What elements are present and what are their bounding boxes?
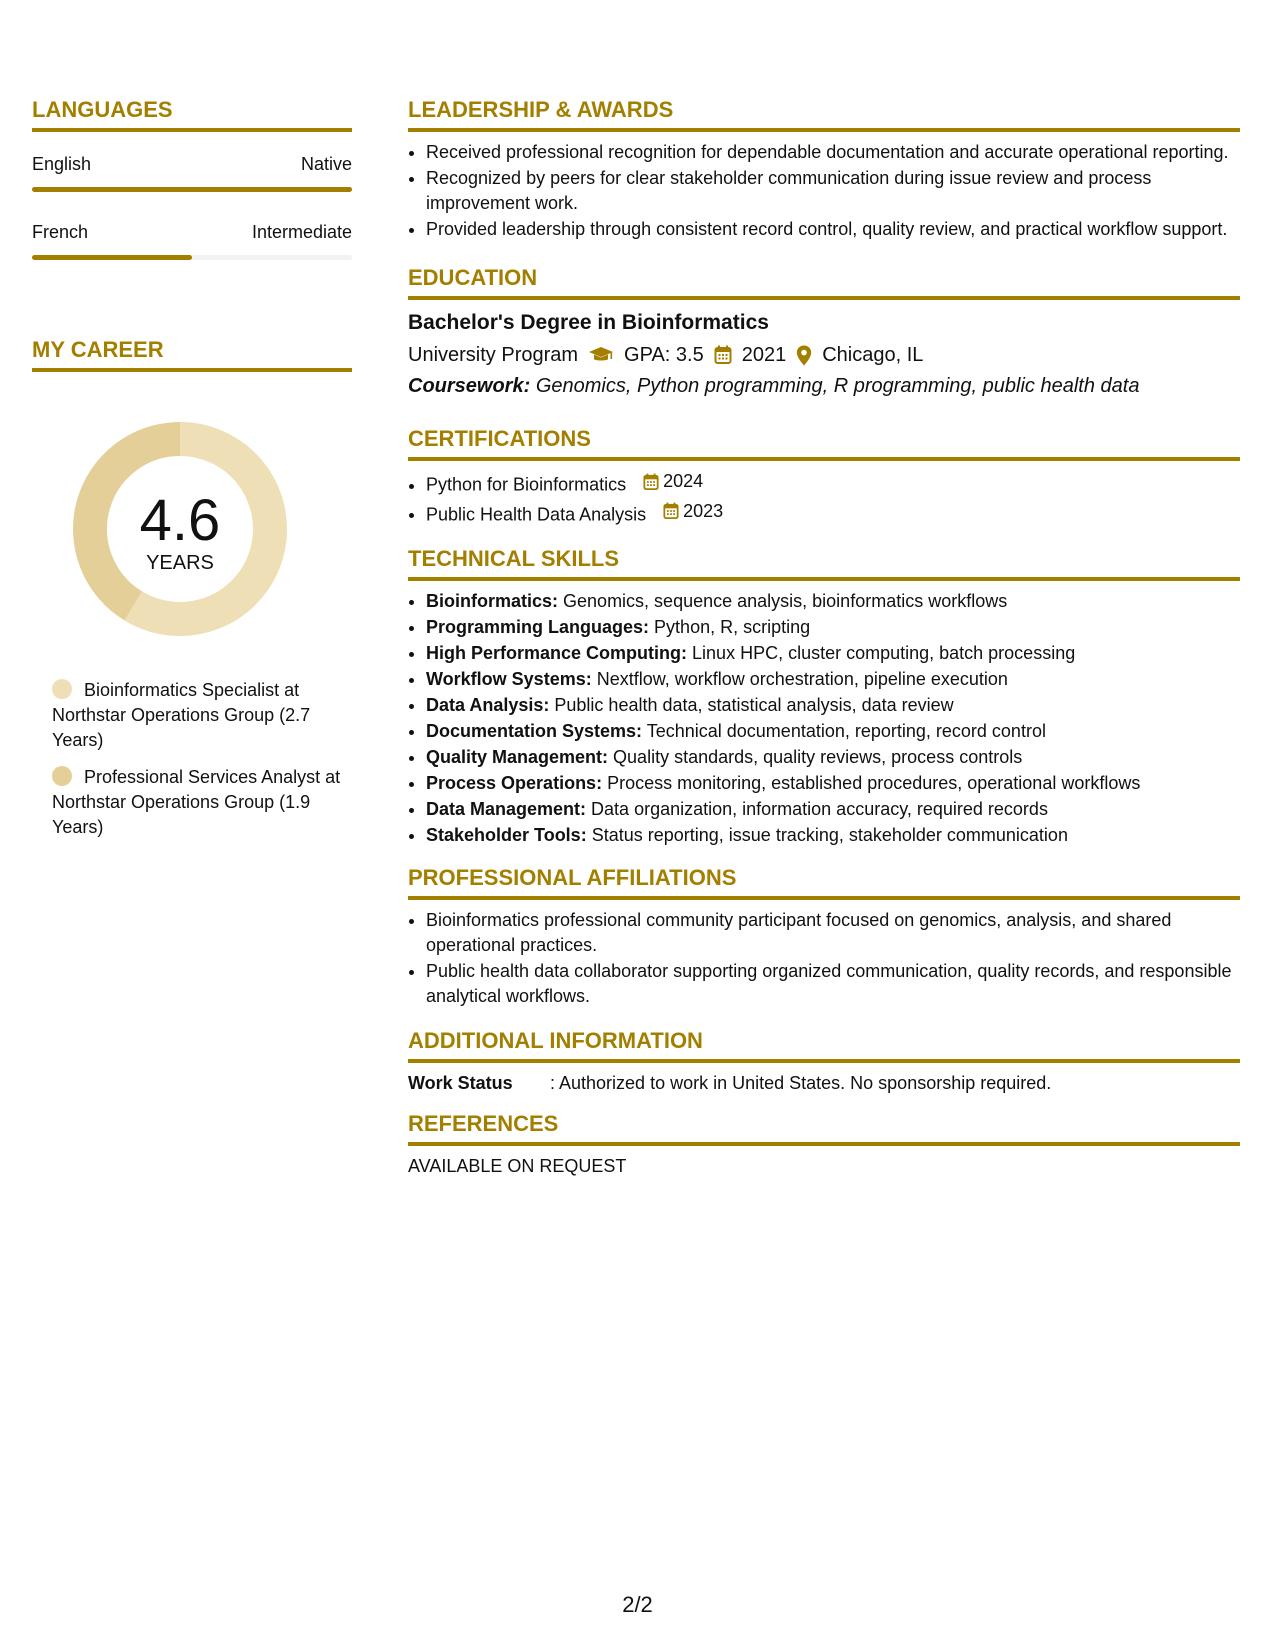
calendar-icon — [714, 345, 732, 365]
language-proficiency-fill — [32, 255, 192, 260]
list-item: • Recognized by peers for clear stakeholder communication during issue review and process improvement work. — [426, 166, 1240, 216]
skill-name: Workflow Systems: — [426, 669, 592, 689]
skill-value: Linux HPC, cluster computing, batch processing — [692, 643, 1076, 663]
work-status-label: Work Status — [408, 1073, 513, 1093]
calendar-icon — [663, 502, 679, 520]
calendar-icon — [643, 473, 659, 491]
page-number: 2/2 — [622, 1592, 653, 1617]
work-status-row — [408, 1073, 1240, 1094]
career-legend-label: Professional Services Analyst at Northstar Operations Group (1.9 Years) — [52, 767, 341, 837]
skill-name: High Performance Computing: — [426, 643, 688, 663]
list-item: • Public health data collaborator supporting organized communication, quality records, and responsible analytical workflows. — [426, 959, 1240, 1009]
education-meta — [408, 342, 1240, 368]
certification-year: 2023 — [683, 500, 724, 521]
career-legend-item — [52, 678, 342, 753]
skill-item — [426, 615, 1240, 640]
career-legend-item — [52, 765, 342, 840]
list-item: • Bioinformatics professional community participant focused on genomics, analysis, and shared operational practices. — [426, 908, 1240, 958]
career-total-value: 4.6 — [139, 488, 221, 553]
skill-name: Bioinformatics: — [426, 591, 559, 611]
list-item: • Received professional recognition for dependable documentation and accurate operational reporting. — [426, 140, 1240, 165]
skill-name: Quality Management: — [426, 747, 609, 767]
skill-name: Data Management: — [426, 799, 587, 819]
certification-name: Public Health Data Analysis — [426, 504, 647, 524]
skill-value: Status reporting, issue tracking, stakeholder communication — [591, 825, 1068, 845]
skill-item — [426, 719, 1240, 744]
certification-year: 2024 — [663, 471, 704, 491]
skill-value: Data organization, information accuracy, required records — [591, 799, 1048, 819]
skills-list — [408, 589, 1240, 848]
education-gpa: GPA: 3.5 — [624, 344, 704, 366]
skill-item — [426, 667, 1240, 692]
languages-title: LANGUAGES — [32, 92, 352, 132]
education-location: Chicago, IL — [822, 344, 924, 366]
skill-item — [426, 797, 1240, 822]
skill-value: Nextflow, workflow orchestration, pipeline execution — [596, 669, 1008, 689]
skill-item — [426, 641, 1240, 666]
additional-info-title: ADDITIONAL INFORMATION — [408, 1023, 1240, 1063]
leadership-list — [408, 140, 1240, 242]
skill-name: Programming Languages: — [426, 617, 650, 637]
career-donut-chart — [67, 416, 293, 642]
list-item — [426, 469, 1240, 498]
skills-title: TECHNICAL SKILLS — [408, 541, 1240, 581]
coursework-text: Genomics, Python programming, R programming, public health data — [535, 375, 1140, 397]
skill-name: Stakeholder Tools: — [426, 825, 587, 845]
affiliations-list — [408, 908, 1240, 1009]
education-degree: Bachelor's Degree in Bioinformatics — [408, 311, 769, 334]
language-item — [32, 222, 352, 260]
certifications-list — [408, 469, 1240, 527]
references-title: REFERENCES — [408, 1106, 1240, 1146]
skill-item — [426, 771, 1240, 796]
language-proficiency-bar — [32, 255, 352, 260]
skill-value: Technical documentation, reporting, record control — [646, 721, 1046, 741]
skill-name: Documentation Systems: — [426, 721, 643, 741]
skill-value: Quality standards, quality reviews, process controls — [613, 747, 1023, 767]
work-status-value: : Authorized to work in United States. No sponsorship required. — [550, 1073, 1052, 1093]
language-level: Intermediate — [251, 222, 352, 242]
right-column — [408, 92, 1240, 1177]
graduation-cap-icon — [588, 345, 614, 365]
references-text: AVAILABLE ON REQUEST — [408, 1156, 627, 1176]
skill-value: Process monitoring, established procedures, operational workflows — [607, 773, 1141, 793]
location-pin-icon — [796, 345, 812, 366]
list-item — [426, 499, 1240, 528]
legend-dot — [52, 679, 72, 699]
skill-item — [426, 823, 1240, 848]
left-column — [32, 92, 352, 852]
skill-value: Genomics, sequence analysis, bioinformatics workflows — [563, 591, 1008, 611]
education-title: EDUCATION — [408, 260, 1240, 300]
leadership-title: LEADERSHIP & AWARDS — [408, 92, 1240, 132]
career-title: MY CAREER — [32, 332, 352, 372]
skill-item — [426, 745, 1240, 770]
education-school: University Program — [408, 344, 579, 366]
skill-item — [426, 589, 1240, 614]
language-proficiency-bar — [32, 187, 352, 192]
career-legend — [52, 678, 342, 840]
education-coursework — [408, 373, 1240, 399]
language-name: French — [32, 222, 89, 242]
certifications-title: CERTIFICATIONS — [408, 421, 1240, 461]
language-name: English — [32, 154, 92, 174]
skill-item — [426, 693, 1240, 718]
education-year: 2021 — [741, 344, 787, 366]
skill-value: Python, R, scripting — [654, 617, 811, 637]
career-legend-label: Bioinformatics Specialist at Northstar Operations Group (2.7 Years) — [52, 680, 311, 750]
skill-name: Data Analysis: — [426, 695, 550, 715]
language-item — [32, 154, 352, 192]
affiliations-title: PROFESSIONAL AFFILIATIONS — [408, 860, 1240, 900]
certification-name: Python for Bioinformatics — [426, 474, 627, 495]
coursework-label: Coursework: — [408, 375, 531, 397]
legend-dot — [52, 766, 72, 786]
language-level: Native — [300, 154, 352, 174]
skill-value: Public health data, statistical analysis, data review — [554, 695, 954, 715]
language-proficiency-fill — [32, 187, 352, 192]
skill-name: Process Operations: — [426, 773, 603, 793]
list-item: • Provided leadership through consistent record control, quality review, and practical workflow support. — [426, 217, 1240, 242]
career-total-unit: YEARS — [146, 552, 214, 574]
